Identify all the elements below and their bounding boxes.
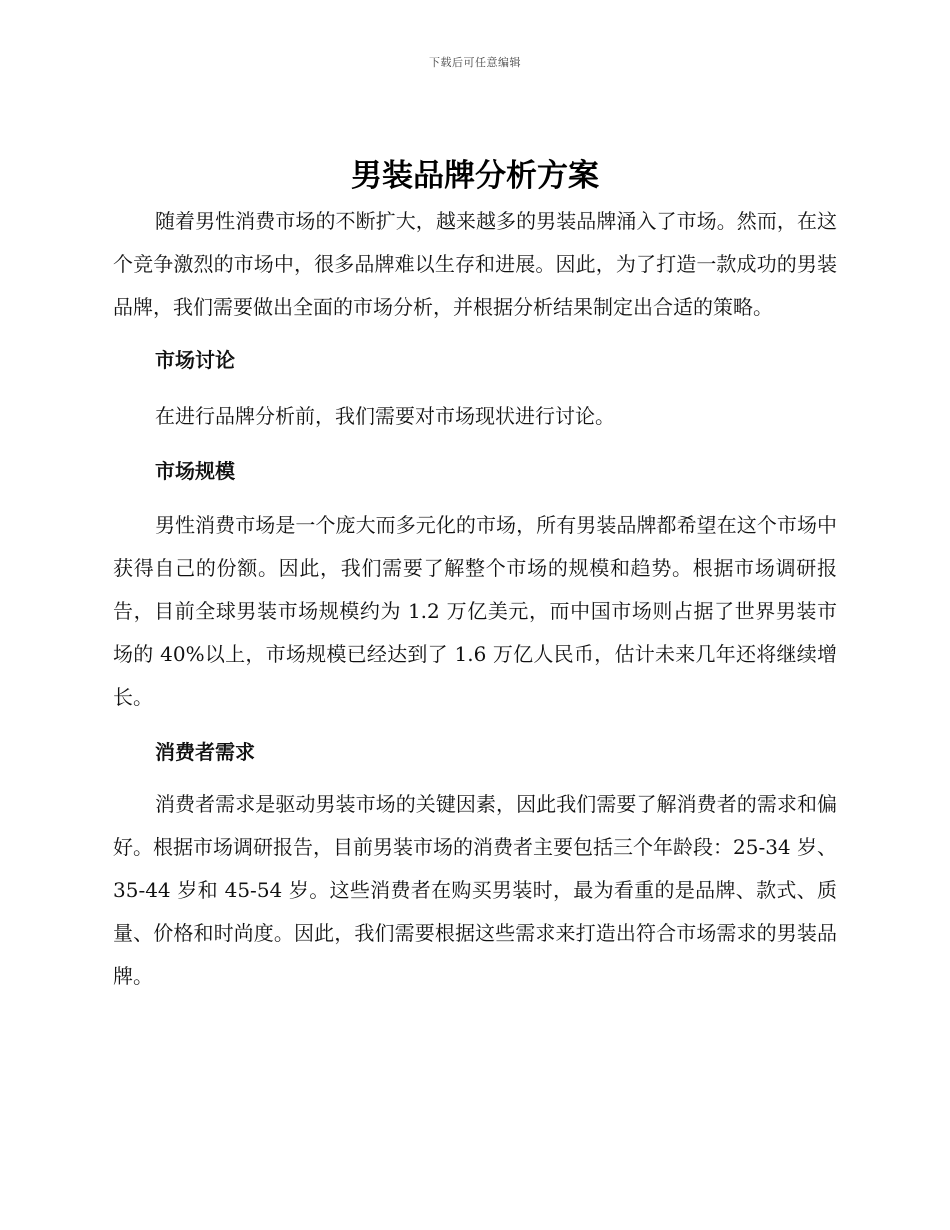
document-body <box>113 200 837 998</box>
section-paragraph-consumer-demand: 消费者需求是驱动男装市场的关键因素，因此我们需要了解消费者的需求和偏好。根据市场调研报告，目前男装市场的消费者主要包括三个年龄段：25-34 岁、35-44 岁和 45-54 岁。这些消费者在购买男装时，最为看重的是品牌、款式、质量、价格和时尚度。因此，我们需要根据这些需求来打造出符合市场需求的男装品牌。 <box>113 792 838 988</box>
section-heading-market-discussion: 市场讨论 <box>155 348 235 372</box>
section-paragraph-market-size: 男性消费市场是一个庞大而多元化的市场，所有男装品牌都希望在这个市场中获得自己的份额。因此，我们需要了解整个市场的规模和趋势。根据市场调研报告，目前全球男装市场规模约为 1.2 万亿美元，而中国市场则占据了世界男装市场的 40%以上，市场规模已经达到了 1.6 万亿人民币，估计未来几年还将继续增长。 <box>113 513 837 709</box>
page-title: 男装品牌分析方案 <box>351 158 599 194</box>
intro-paragraph: 随着男性消费市场的不断扩大，越来越多的男装品牌涌入了市场。然而，在这个竞争激烈的市场中，很多品牌难以生存和进展。因此，为了打造一款成功的男装品牌，我们需要做出全面的市场分析，并根据分析结果制定出合适的策略。 <box>113 209 837 319</box>
header-note: 下载后可任意编辑 <box>429 56 521 69</box>
section-heading-market-size: 市场规模 <box>155 459 235 483</box>
section-heading-consumer-demand: 消费者需求 <box>155 740 255 764</box>
section-paragraph-market-discussion: 在进行品牌分析前，我们需要对市场现状进行讨论。 <box>155 404 615 428</box>
